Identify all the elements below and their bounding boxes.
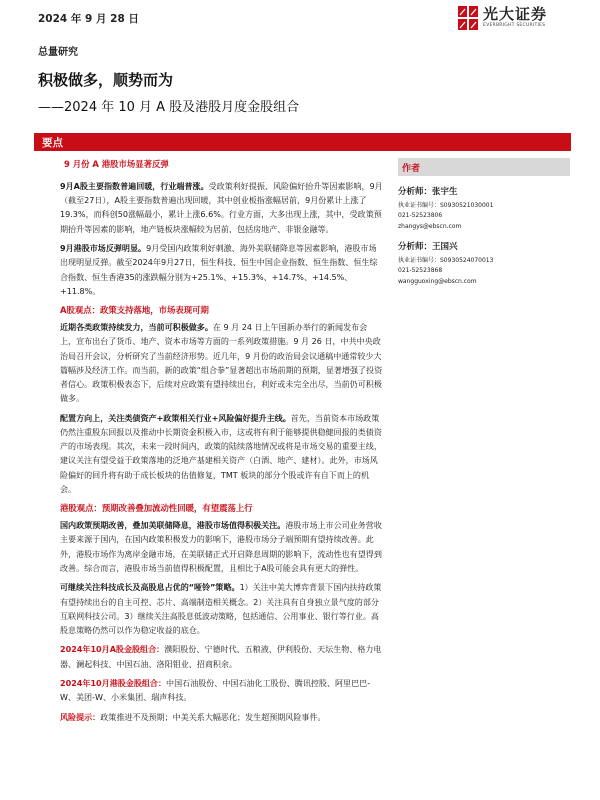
paragraph-8	[60, 677, 383, 705]
analyst-phone: 021-52523868	[398, 267, 443, 275]
paragraph-3	[60, 321, 383, 406]
risk-text: 政策推进不及预期；中美关系大幅恶化；发生超预期风险事件。	[100, 712, 326, 722]
brand-sub: EVERBRIGHT SECURITIES	[483, 23, 546, 28]
a-share-portfolio-list: 濮阳股份、宁德时代、五粮液、伊利股份、天坛生物、格力电器、澜起科技、中国石油、洛阳钼业、招商积余。	[60, 645, 382, 669]
a-share-portfolio-label: 2024年10月A股金股组合：	[60, 645, 165, 655]
report-category: 总量研究	[38, 47, 78, 58]
paragraph-9	[60, 711, 383, 725]
paragraph-5	[60, 519, 383, 576]
author-heading-bar	[398, 158, 570, 176]
hk-portfolio-label: 2024年10月港股金股组合：	[60, 679, 167, 689]
hk-portfolio-list: 中国石油股份、中国石油化工股份、腾讯控股、阿里巴巴-W、美团-W、小米集团、瑞声科技。	[60, 679, 371, 703]
paragraph-4-lead: 配置方向上，关注类债资产+政策相关行业+风险偏好提升主线。	[60, 413, 291, 423]
paragraph-6-body: 1）关注中美大博弈背景下国内扶持政策有望持续出台的自主可控、芯片、高端制造相关概念。2）关注具有自身独立景气度的部分互联网科技公司。3）继续关注高股息低波动策略，包括通信、公用事业、银行等行业。高股息策略仍然可以作为稳定收益的底仓。	[60, 583, 382, 635]
main-content	[60, 158, 383, 730]
paragraph-3-lead: 近期各类政策持续发力，当前可积极做多。	[60, 323, 213, 333]
paragraph-5-lead: 国内政策预期改善，叠加美联储降息，港股市场值得积极关注。	[60, 521, 286, 531]
analyst-phone: 021-52523806	[398, 212, 443, 220]
section-heading-3: 港股观点：预期改善叠加流动性回暖，有望震荡上行	[60, 503, 253, 514]
paragraph-2-lead: 9月港股市场反弹明显。	[60, 244, 147, 254]
author-heading: 作者	[402, 164, 421, 174]
paragraph-6	[60, 581, 383, 638]
paragraph-1-body: 受政策利好提振、风险偏好抬升等因素影响，9月（截至27日），A股主要指数普遍出现回暖，其中创业板指涨幅居前，9月份累计上涨了19.3%，而科创50涨幅最小，累计上涨6.6%。行业方面，大多出现上涨，其中，受政策预期抬升等因素的影响，地产链板块涨幅较为居前，包括房地产、非银金融等。	[60, 182, 383, 234]
paragraph-3-body: 在 9 月 24 日上午国新办举行的新闻发布会上，宣布出台了货币、地产、资本市场等方面的一系列政策措施。9 月 26 日，中共中央政治局召开会议，分析研究了当前经济形势。近几年，9 月份的政治局会议通稿中通常较少大篇幅涉及经济工作。而当前，新的政策“组合拳”显著超出市场前期的预期，显著增强了投资者信心。政策积极表态下，后续对应政策有望持续出台，利好或未完全出尽，当前仍可积极做多。	[60, 323, 383, 404]
report-date: 2024 年 9 月 28 日	[38, 13, 139, 25]
report-title: 积极做多，顺势而为	[38, 71, 174, 89]
brand-logo	[458, 6, 547, 30]
analyst-email[interactable]: wangguoxing@ebscn.com	[398, 277, 477, 285]
section-heading-2: A股观点：政策支持落地，市场表现可期	[60, 305, 209, 316]
report-subtitle: ——2024 年 10 月 A 股及港股月度金股组合	[38, 100, 300, 115]
summary-bar-label: 要点	[42, 137, 63, 149]
risk-label: 风险提示：	[60, 712, 101, 722]
summary-bar	[34, 133, 571, 151]
paragraph-1	[60, 180, 383, 237]
brand-name: 光大证券	[483, 5, 548, 23]
brand-mark-icon	[458, 6, 478, 30]
analyst-cert: 执业证书编号：S0930521030001	[398, 202, 494, 209]
analyst-card	[398, 241, 493, 287]
analyst-email[interactable]: zhangys@ebscn.com	[398, 222, 462, 230]
paragraph-4-body: 首先，当前资本市场政策仍然注重股东回报以及推动中长期资金积极入市，这或将有利于能够提供稳健回报的类债资产的市场表现。其次，未来一段时间内，政策的陆续落地情况或将是市场交易的重要主线，建议关注有望受益于政策落地的泛地产基建相关资产（白酒、地产、建材）。此外，市场风险偏好的回升将有助于成长板块的估值修复，TMT 板块的部分个股或许有自下而上的机会。	[60, 413, 382, 494]
author-sidebar	[398, 158, 570, 285]
analyst-name: 分析师：王国兴	[398, 242, 458, 252]
analyst-cert: 执业证书编号：S0930524070013	[398, 257, 494, 264]
section-heading-1: 9 月份 A 港股市场显著反弹	[64, 159, 169, 169]
analyst-card	[398, 186, 493, 232]
paragraph-2	[60, 242, 383, 299]
paragraph-5-body: 港股市场上市公司业务营收主要来源于国内，在国内政策积极发力的影响下，港股市场分子端预期有望持续改善。此外，港股市场作为离岸金融市场，在美联储正式开启降息周期的影响下，流动性也有望得到改善。综合而言，港股市场当前值得积极配置，且相比于A股可能会具有更大的弹性。	[60, 521, 382, 573]
paragraph-6-lead: 可继续关注科技成长及高股息占优的“哑铃”策略。	[60, 583, 240, 593]
analyst-name: 分析师：张宇生	[398, 187, 458, 197]
paragraph-4	[60, 412, 383, 497]
paragraph-2-body: 9月受国内政策利好刺激、海外美联储降息等因素影响，港股市场出现明显反弹。截至2024年9月27日，恒生科技、恒生中国企业指数、恒生指数、恒生综合指数、恒生香港35的涨跌幅分别为+25.1%、+15.3%、+14.7%、+14.5%、+11.8%。	[60, 244, 378, 296]
paragraph-1-lead: 9月A股主要指数普遍回暖，行业端普涨。	[60, 182, 209, 191]
paragraph-7	[60, 643, 383, 671]
